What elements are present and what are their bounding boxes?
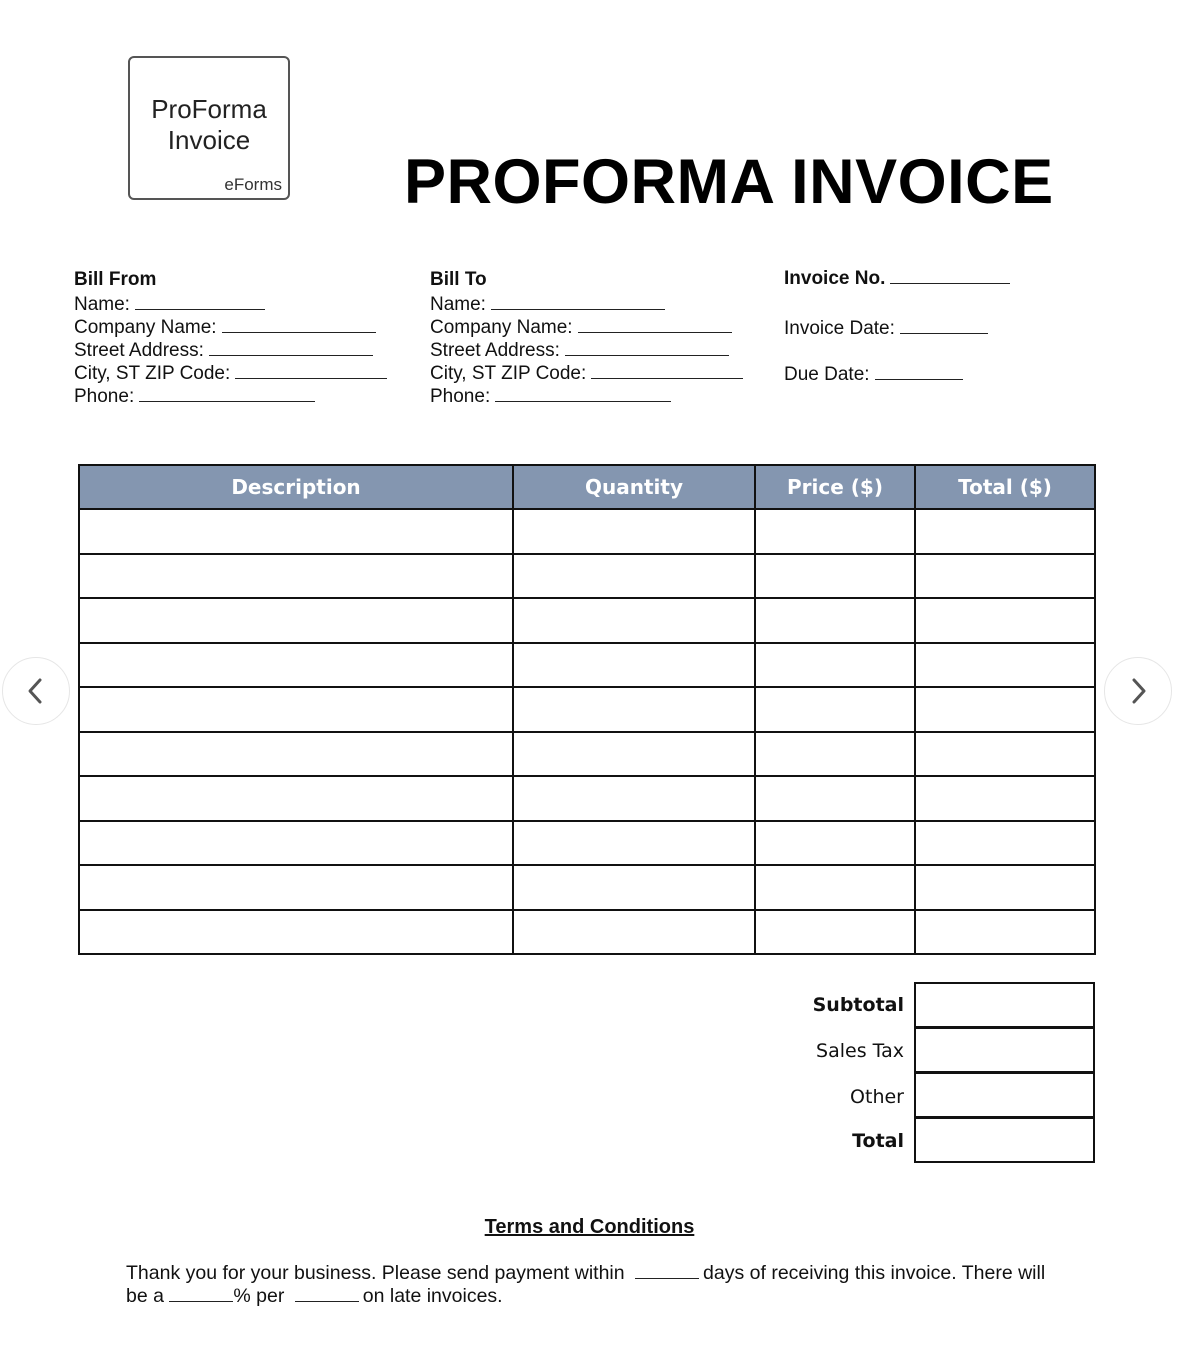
bill-from-section: [74, 268, 387, 408]
price-cell[interactable]: [755, 509, 915, 554]
sales-tax-field[interactable]: [914, 1027, 1095, 1073]
sales-tax-label: Sales Tax: [816, 1040, 904, 1062]
quantity-cell[interactable]: [513, 732, 755, 777]
column-header-quantity: Quantity: [513, 465, 755, 509]
description-cell[interactable]: [79, 687, 513, 732]
bill-to-section: [430, 268, 743, 408]
due-date-label: Due Date:: [784, 364, 870, 385]
column-header-price: Price ($): [755, 465, 915, 509]
description-cell[interactable]: [79, 821, 513, 866]
bill-to-phone-field[interactable]: [495, 386, 671, 402]
bill-from-phone-field[interactable]: [139, 386, 315, 402]
total-cell[interactable]: [915, 687, 1095, 732]
invoice-date-row: [784, 318, 988, 340]
column-header-description: Description: [79, 465, 513, 509]
logo-brand: eForms: [224, 175, 282, 194]
invoice-number-row: [784, 268, 1010, 290]
bill-from-company-field[interactable]: [222, 317, 376, 333]
late-fee-period-field[interactable]: [295, 1286, 359, 1302]
logo-line-2: Invoice: [167, 125, 251, 155]
quantity-cell[interactable]: [513, 598, 755, 643]
description-cell[interactable]: [79, 732, 513, 777]
table-row: [79, 910, 1095, 955]
document-title: PROFORMA INVOICE: [404, 147, 1054, 217]
total-cell[interactable]: [915, 821, 1095, 866]
next-page-button[interactable]: [1104, 657, 1172, 725]
bill-to-city-label: City, ST ZIP Code:: [430, 363, 587, 384]
price-cell[interactable]: [755, 732, 915, 777]
total-field[interactable]: [914, 1117, 1095, 1163]
bill-to-company-label: Company Name:: [430, 317, 573, 338]
total-cell[interactable]: [915, 865, 1095, 910]
total-cell[interactable]: [915, 910, 1095, 955]
terms-heading: Terms and Conditions: [484, 1216, 695, 1238]
price-cell[interactable]: [755, 821, 915, 866]
description-cell[interactable]: [79, 643, 513, 688]
total-cell[interactable]: [915, 643, 1095, 688]
bill-from-name-label: Name:: [74, 294, 130, 315]
invoice-number-label: Invoice No.: [784, 268, 886, 289]
quantity-cell[interactable]: [513, 776, 755, 821]
price-cell[interactable]: [755, 598, 915, 643]
total-cell[interactable]: [915, 732, 1095, 777]
description-cell[interactable]: [79, 554, 513, 599]
quantity-cell[interactable]: [513, 643, 755, 688]
bill-from-street-field[interactable]: [209, 340, 373, 356]
other-label: Other: [850, 1086, 904, 1108]
line-items-table: [78, 464, 1096, 955]
table-row: [79, 821, 1095, 866]
description-cell[interactable]: [79, 776, 513, 821]
quantity-cell[interactable]: [513, 554, 755, 599]
total-cell[interactable]: [915, 554, 1095, 599]
subtotal-field[interactable]: [914, 982, 1095, 1028]
quantity-cell[interactable]: [513, 687, 755, 732]
terms-text: [126, 1262, 1046, 1308]
price-cell[interactable]: [755, 776, 915, 821]
due-date-row: [784, 364, 963, 386]
bill-from-street-label: Street Address:: [74, 340, 204, 361]
bill-to-city-field[interactable]: [591, 363, 743, 379]
previous-page-button[interactable]: [2, 657, 70, 725]
chevron-right-icon: [1127, 677, 1149, 705]
description-cell[interactable]: [79, 598, 513, 643]
table-header-row: [79, 465, 1095, 509]
terms-text-1: Thank you for your business. Please send payment within: [126, 1262, 625, 1284]
due-date-field[interactable]: [875, 364, 963, 380]
logo-line-1: ProForma: [151, 94, 267, 124]
price-cell[interactable]: [755, 865, 915, 910]
bill-from-name-field[interactable]: [135, 294, 265, 310]
description-cell[interactable]: [79, 865, 513, 910]
table-row: [79, 687, 1095, 732]
quantity-cell[interactable]: [513, 910, 755, 955]
other-field[interactable]: [914, 1072, 1095, 1118]
table-row: [79, 509, 1095, 554]
payment-days-field[interactable]: [635, 1263, 699, 1279]
table-row: [79, 554, 1095, 599]
column-header-total: Total ($): [915, 465, 1095, 509]
description-cell[interactable]: [79, 910, 513, 955]
total-cell[interactable]: [915, 598, 1095, 643]
subtotal-label: Subtotal: [812, 994, 904, 1016]
table-row: [79, 865, 1095, 910]
table-row: [79, 776, 1095, 821]
quantity-cell[interactable]: [513, 509, 755, 554]
bill-to-heading: Bill To: [430, 269, 487, 290]
bill-to-name-field[interactable]: [491, 294, 665, 310]
table-row: [79, 643, 1095, 688]
late-fee-percent-field[interactable]: [169, 1286, 233, 1302]
bill-from-phone-label: Phone:: [74, 386, 135, 407]
bill-to-company-field[interactable]: [578, 317, 732, 333]
invoice-date-label: Invoice Date:: [784, 318, 895, 339]
quantity-cell[interactable]: [513, 821, 755, 866]
price-cell[interactable]: [755, 554, 915, 599]
description-cell[interactable]: [79, 509, 513, 554]
bill-from-heading: Bill From: [74, 269, 157, 290]
terms-text-4: on late invoices.: [362, 1285, 503, 1307]
chevron-left-icon: [25, 677, 47, 705]
invoice-date-field[interactable]: [900, 318, 988, 334]
logo: [128, 56, 290, 200]
quantity-cell[interactable]: [513, 865, 755, 910]
table-row: [79, 732, 1095, 777]
bill-to-street-label: Street Address:: [430, 340, 560, 361]
price-cell[interactable]: [755, 910, 915, 955]
price-cell[interactable]: [755, 687, 915, 732]
bill-from-company-label: Company Name:: [74, 317, 217, 338]
total-cell[interactable]: [915, 509, 1095, 554]
total-label: Total: [852, 1130, 904, 1152]
terms-text-3: % per: [233, 1285, 285, 1307]
bill-from-city-field[interactable]: [235, 363, 387, 379]
bill-to-name-label: Name:: [430, 294, 486, 315]
bill-to-phone-label: Phone:: [430, 386, 491, 407]
table-row: [79, 598, 1095, 643]
terms-text-2: days of receiving this invoice. There will be a: [126, 1262, 1046, 1307]
total-cell[interactable]: [915, 776, 1095, 821]
invoice-number-field[interactable]: [890, 268, 1010, 284]
bill-from-city-label: City, ST ZIP Code:: [74, 363, 231, 384]
price-cell[interactable]: [755, 643, 915, 688]
bill-to-street-field[interactable]: [565, 340, 729, 356]
